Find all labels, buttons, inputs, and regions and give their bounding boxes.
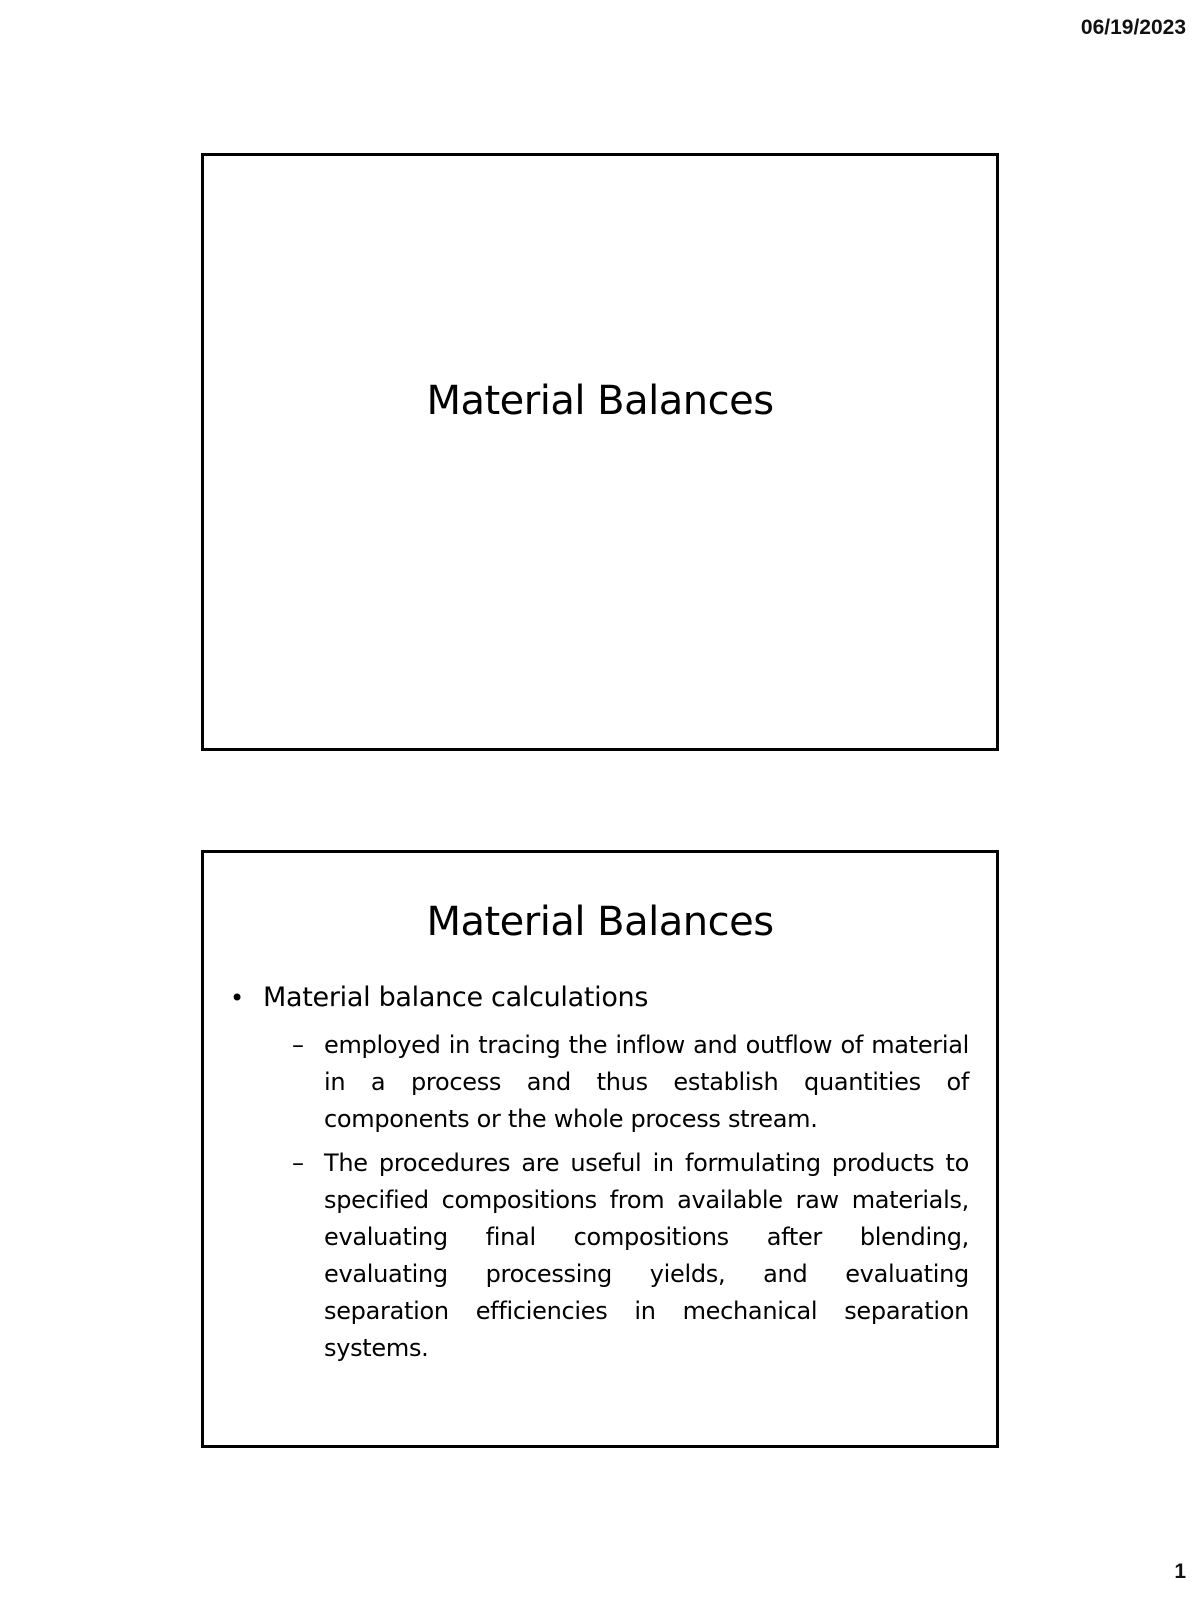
slide-1-title: Material Balances [426,378,774,424]
bullet-icon: • [230,984,244,1012]
sub-bullet-list [292,1027,969,1367]
sub-bullet-item [292,1027,969,1138]
bullet-item [230,981,969,1015]
slide-2-content [230,981,969,1374]
slide-2 [201,850,999,1448]
sub-bullet-text: The procedures are useful in formulating products to specified compositions from available raw materials, evaluating final compositions after blending, evaluating processing yields, and evaluating separation efficiencies in mechanical separation systems. [324,1149,969,1362]
page-number: 1 [1174,1560,1186,1583]
slide-1 [201,153,999,751]
dash-icon: – [292,1031,304,1059]
dash-icon: – [292,1149,304,1177]
bullet-text: Material balance calculations [263,982,649,1013]
slide-2-title: Material Balances [426,899,774,945]
page-date: 06/19/2023 [1080,16,1186,39]
sub-bullet-text: employed in tracing the inflow and outflow of material in a process and thus establish quantities of components or the whole process stream. [324,1031,969,1133]
sub-bullet-item [292,1145,969,1367]
